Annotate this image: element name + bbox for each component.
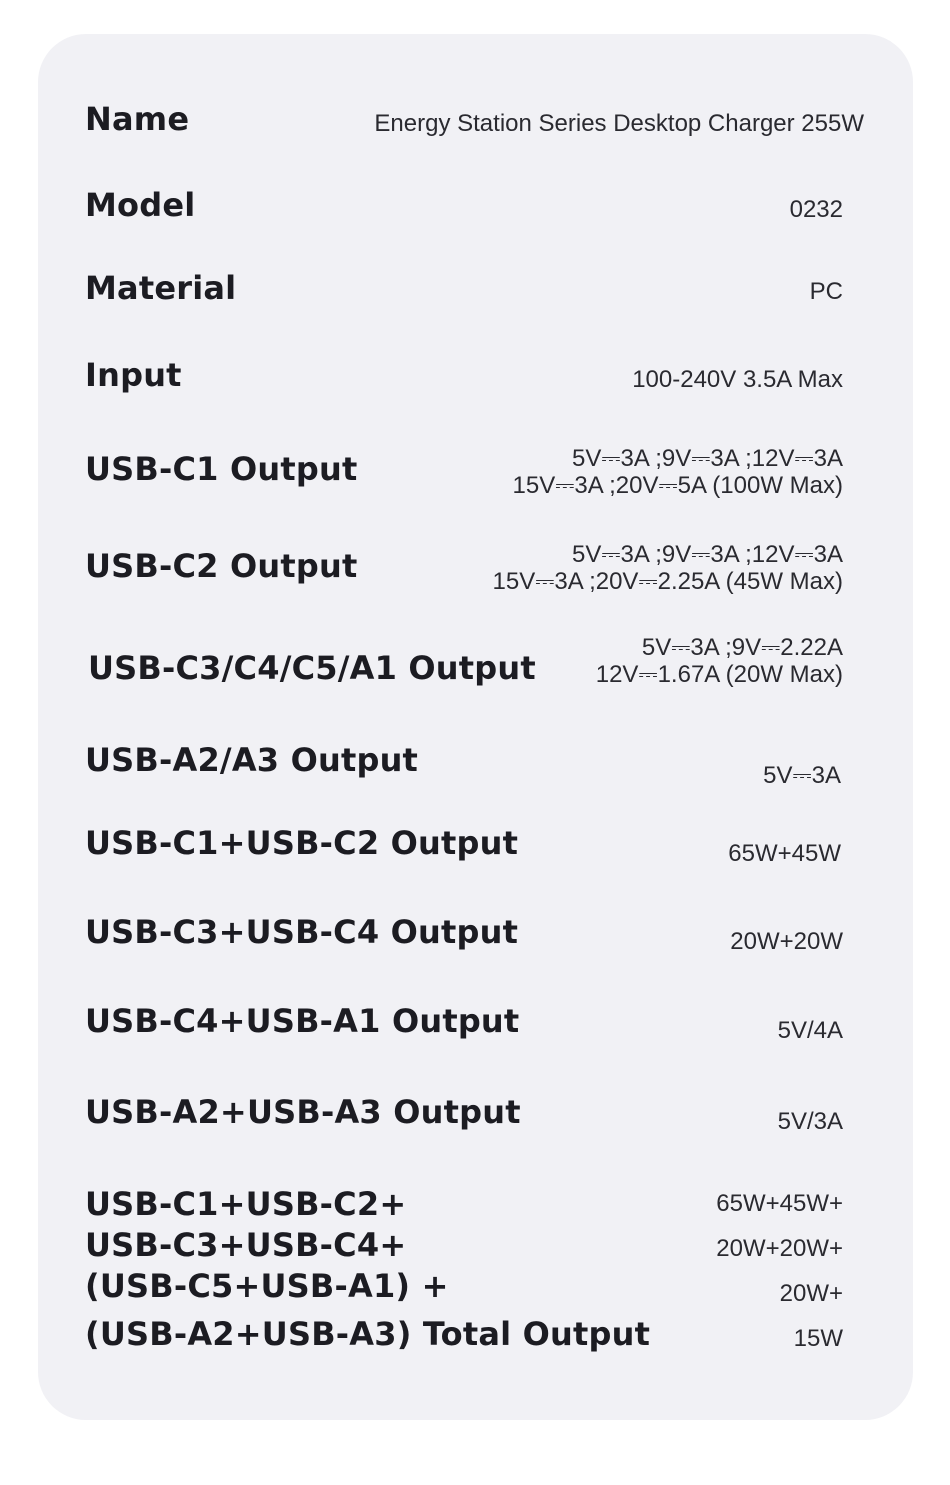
spec-label-model: Model xyxy=(85,186,196,224)
spec-value-line: 5V⎓3A xyxy=(763,762,841,789)
spec-value-line: 20W+20W xyxy=(730,928,843,955)
total-label-line: USB-C1+USB-C2+ xyxy=(85,1185,407,1223)
spec-label-usb-c4-a1: USB-C4+USB-A1 Output xyxy=(85,1002,520,1040)
spec-value-line: 65W+45W xyxy=(728,840,841,867)
spec-value-line: 5V⎓3A ;9V⎓3A ;12V⎓3A xyxy=(572,541,843,568)
spec-value-model xyxy=(790,196,843,223)
spec-value-total-output xyxy=(716,1181,843,1361)
spec-value-line: Energy Station Series Desktop Charger 255W xyxy=(374,110,864,137)
spec-value-usb-c1 xyxy=(513,445,843,499)
spec-label-total-output xyxy=(85,1184,650,1355)
total-value-line: 20W+ xyxy=(779,1280,843,1307)
spec-value-line: 15V⎓3A ;20V⎓5A (100W Max) xyxy=(512,472,843,499)
total-value-line: 20W+20W+ xyxy=(716,1235,843,1262)
spec-value-usb-c2 xyxy=(493,541,843,595)
spec-value-usb-c3-c4 xyxy=(730,928,843,955)
total-value-line: 15W xyxy=(793,1325,843,1352)
spec-label-usb-a2-a3: USB-A2/A3 Output xyxy=(85,741,419,779)
spec-value-line: PC xyxy=(809,278,843,305)
spec-value-usb-a2-a3 xyxy=(763,762,841,789)
spec-value-line: 0232 xyxy=(789,196,843,223)
spec-label-usb-c1: USB-C1 Output xyxy=(85,450,358,488)
total-label-line: USB-C3+USB-C4+ xyxy=(85,1226,407,1264)
spec-value-line: 100-240V 3.5A Max xyxy=(632,366,843,393)
spec-value-line: 12V⎓1.67A (20W Max) xyxy=(595,661,843,688)
total-value-line: 65W+45W+ xyxy=(716,1190,843,1217)
spec-label-usb-c1-c2: USB-C1+USB-C2 Output xyxy=(85,824,519,862)
spec-value-usb-c3-c4-c5-a1 xyxy=(596,634,843,688)
spec-label-name: Name xyxy=(85,100,190,138)
spec-label-material: Material xyxy=(85,269,237,307)
spec-value-line: 5V/4A xyxy=(777,1017,843,1044)
spec-value-usb-c1-c2 xyxy=(728,840,841,867)
total-label-line: (USB-A2+USB-A3) Total Output xyxy=(85,1315,651,1353)
spec-value-line: 5V⎓3A ;9V⎓2.22A xyxy=(641,634,843,661)
spec-value-material xyxy=(810,278,843,305)
spec-value-usb-c4-a1 xyxy=(778,1017,843,1044)
spec-value-line: 5V⎓3A ;9V⎓3A ;12V⎓3A xyxy=(572,445,843,472)
total-label-line: (USB-C5+USB-A1) + xyxy=(85,1267,449,1305)
spec-value-input xyxy=(632,366,843,393)
spec-value-usb-a2-a3-combined xyxy=(778,1108,843,1135)
spec-label-usb-c2: USB-C2 Output xyxy=(85,547,358,585)
spec-value-name xyxy=(374,110,864,137)
spec-value-line: 5V/3A xyxy=(777,1108,843,1135)
spec-value-line: 15V⎓3A ;20V⎓2.25A (45W Max) xyxy=(492,568,843,595)
spec-label-usb-a2-a3-combined: USB-A2+USB-A3 Output xyxy=(85,1093,521,1131)
spec-label-usb-c3-c4-c5-a1: USB-C3/C4/C5/A1 Output xyxy=(88,649,536,687)
spec-label-usb-c3-c4: USB-C3+USB-C4 Output xyxy=(85,913,519,951)
spec-label-input: Input xyxy=(85,356,182,394)
